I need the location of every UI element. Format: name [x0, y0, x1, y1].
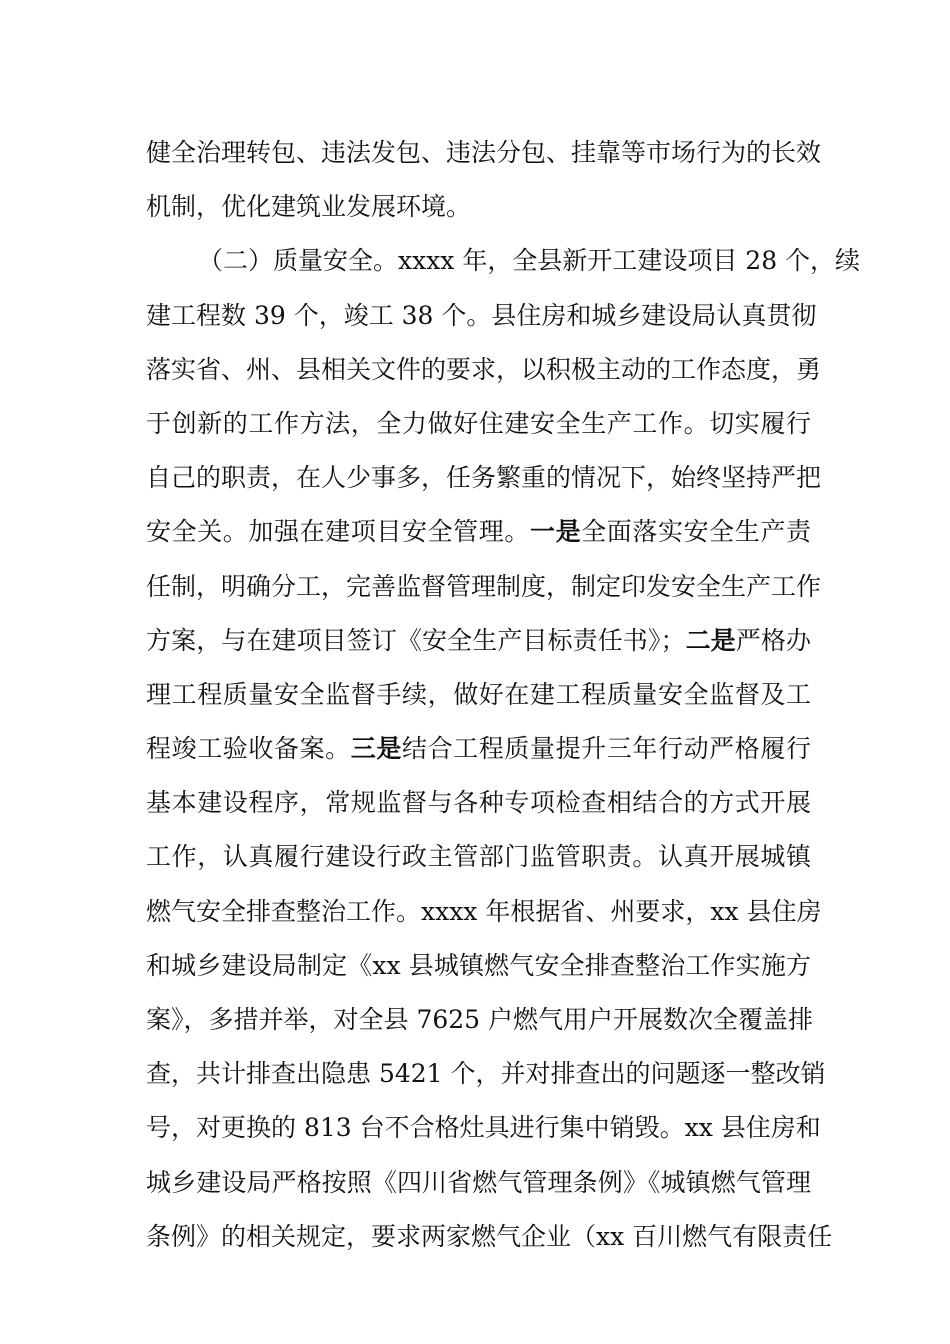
paragraph-line: 自己的职责，在人少事多，任务繁重的情况下，始终坚持严把	[146, 463, 822, 493]
paragraph-line: 工作，认真履行建设行政主管部门监管职责。认真开展城镇	[146, 842, 811, 872]
section-heading-line: （二）质量安全。xxxx 年，全县新开工建设项目 28 个，续	[198, 246, 861, 276]
paragraph-line: 城乡建设局严格按照《四川省燃气管理条例》《城镇燃气管理	[146, 1167, 811, 1197]
paragraph-line	[146, 722, 811, 776]
paragraph-line: 于创新的工作方法，全力做好住建安全生产工作。切实履行	[146, 408, 811, 438]
emphasis-text: 三是	[350, 734, 402, 764]
line-text: 严格办	[735, 625, 811, 655]
emphasis-text: 一是	[529, 517, 582, 547]
paragraph-line	[146, 505, 811, 559]
line-text: 方案，与在建项目签订《安全生产目标责任书》；	[146, 625, 686, 655]
paragraph-line: 机制，优化建筑业发展环境。	[146, 192, 472, 222]
paragraph-line: 任制，明确分工，完善监督管理制度，制定印发安全生产工作	[146, 571, 822, 601]
paragraph-line: 健全治理转包、违法发包、违法分包、挂靠等市场行为的长效	[146, 138, 822, 167]
line-text: 安全关。加强在建项目安全管理。	[146, 517, 530, 547]
paragraph-line: 建工程数 39 个，竣工 38 个。县住房和城乡建设局认真贯彻	[146, 300, 817, 330]
line-text: 程竣工验收备案。	[146, 734, 351, 764]
paragraph-line: 燃气安全排查整治工作。xxxx 年根据省、州要求，xx 县住房	[146, 896, 822, 926]
paragraph-line: 理工程质量安全监督手续，做好在建工程质量安全监督及工	[146, 679, 811, 709]
paragraph-line: 落实省、州、县相关文件的要求，以积极主动的工作态度，勇	[146, 354, 822, 384]
line-text: 全面落实安全生产责	[581, 517, 811, 547]
paragraph-line: 基本建设程序，常规监督与各种专项检查相结合的方式开展	[146, 788, 811, 818]
paragraph-line: 案》，多措并举，对全县 7625 户燃气用户开展数次全覆盖排	[146, 1005, 814, 1034]
body-text	[146, 126, 861, 1264]
paragraph-line: 条例》的相关规定，要求两家燃气企业（xx 百川燃气有限责任	[146, 1221, 833, 1251]
paragraph-line: 和城乡建设局制定《xx 县城镇燃气安全排查整治工作实施方	[146, 950, 811, 980]
line-text: 结合工程质量提升三年行动严格履行	[402, 734, 811, 764]
paragraph-line: 查，共计排查出隐患 5421 个，并对排查出的问题逐一整改销	[146, 1059, 826, 1089]
emphasis-text: 二是	[685, 625, 736, 655]
paragraph-line: 号，对更换的 813 台不合格灶具进行集中销毁。xx 县住房和	[146, 1113, 821, 1143]
paragraph-line	[146, 614, 811, 668]
